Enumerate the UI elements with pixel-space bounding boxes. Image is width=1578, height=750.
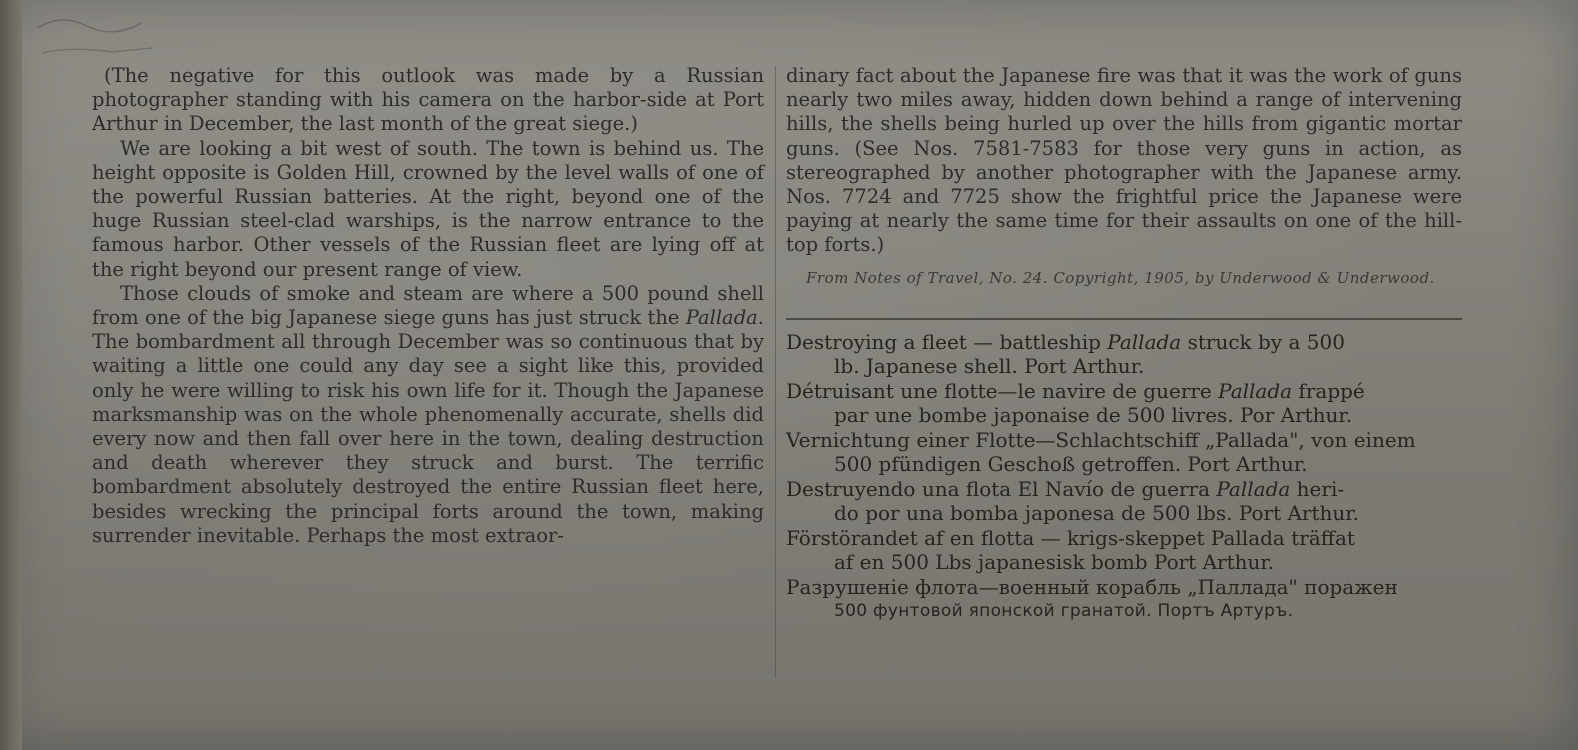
left-text-column [92, 64, 764, 548]
caption-rule [786, 318, 1462, 320]
caption-swedish: Förstörandet af en flotta — krigs-skeppet Pallada träffat af en 500 Lbs japanesisk bomb Port Arthur. [786, 525, 1355, 575]
caption-english: Destroying a fleet — battleship Pallada struck by a 500 lb. Japanese shell. Port Arthur. [786, 329, 1345, 379]
caption-german: Vernichtung einer Flotte—Schlachtschiff „Pallada", von einem 500 pfündigen Geschoß getroffen. Port Arthur. [786, 427, 1416, 477]
description-paragraph-1: We are looking a bit west of south. The town is behind us. The height opposite is Golden Hill, crowned by the level walls of one of the powerful Russian batteries. At the right, beyond one of the huge Russian steel-clad warships, is the narrow entrance to the famous harbor. Other vessels of the Russian fleet are lying off at the right beyond our present range of view. [92, 136, 764, 281]
right-text-column [786, 64, 1462, 624]
column-divider [775, 66, 776, 678]
caption-french: Détruisant une flotte—le navire de guerre Pallada frappé par une bombe japonaise de 500 livres. Por Arthur. [786, 378, 1365, 428]
description-paragraph-2: Those clouds of smoke and steam are where a 500 pound shell from one of the big Japanese siege guns has just struck the Pallada. The bombardment all through December was so continuous that by waiting a little one could any day see a sight like this, provided only he were willing to risk his own life for it. Though the Japanese marksmanship was on the whole phenomenally accurate, shells did every now and then fall over here in the town, dealing destruction and death wherever they struck and burst. The terrific bombardment absolutely destroyed the entire Russian fleet here, besides wrecking the principal forts around the town, making surrender inevitable. Perhaps the most extraor- [92, 281, 764, 547]
caption-russian: Разрушеніе флота—военный корабль „Паллада" поражен 500 фунтовой японской гранатой. Портъ Артуръ. [786, 574, 1398, 622]
card-edge [0, 0, 22, 750]
intro-paragraph: (The negative for this outlook was made by a Russian photographer standing with his camera on the harbor-side at Port Arthur in December, the last month of the great siege.) [92, 64, 764, 136]
caption-spanish: Destruyendo una flota El Navío de guerra Pallada heri- do por una bomba japonesa de 500 lbs. Port Arthur. [786, 476, 1359, 526]
copyright-credit: From Notes of Travel, No. 24. Copyright, 1905, by Underwood & Underwood. [806, 268, 1435, 287]
ship-name: Pallada. [685, 306, 764, 330]
pencil-scribble [32, 8, 172, 68]
continuation-paragraph: dinary fact about the Japanese fire was that it was the work of guns nearly two miles away, hidden down behind a range of intervening hills, the shells being hurled up over the hills from gigantic mortar guns. (See Nos. 7581-7583 for those very guns in action, as stereographed by another photographer with the Japanese army. Nos. 7724 and 7725 show the frightful price the Japanese were paying at nearly the same time for their assaults on one of the hill-top forts.) [786, 64, 1462, 257]
